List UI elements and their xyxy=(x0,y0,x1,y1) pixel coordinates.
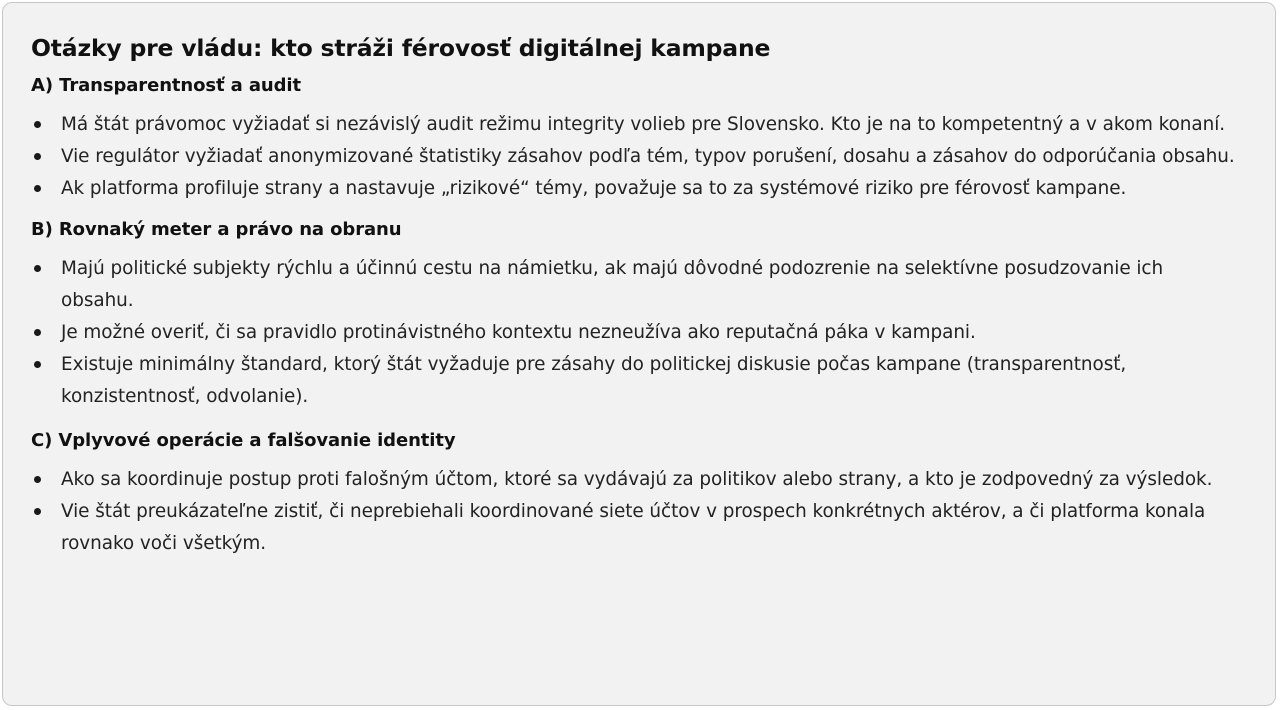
list-item-text: Vie štát preukázateľne zistiť, či neprebiehali koordinované siete účtov v prospech konkrétnych aktérov, a či platforma konala rovnako voči všetkým. xyxy=(61,501,1206,554)
bullet-icon xyxy=(34,508,41,515)
bullet-icon xyxy=(34,265,41,272)
section-heading: A) Transparentnosť a audit xyxy=(31,75,302,96)
list-item xyxy=(31,173,1235,205)
questions-card xyxy=(2,2,1276,706)
list-item xyxy=(31,317,1235,349)
section-influence-operations xyxy=(31,427,1235,560)
bullet-list xyxy=(31,109,1235,205)
bullet-icon xyxy=(34,361,41,368)
list-item xyxy=(31,253,1235,317)
page-title: Otázky pre vládu: kto stráži férovosť digitálnej kampane xyxy=(31,34,771,62)
bullet-list xyxy=(31,253,1235,413)
list-item-text: Ak platforma profiluje strany a nastavuje „rizikové“ témy, považuje sa to za systémové riziko pre férovosť kampane. xyxy=(61,178,1127,199)
bullet-icon xyxy=(34,121,41,128)
list-item xyxy=(31,109,1235,141)
bullet-list xyxy=(31,464,1235,560)
list-item xyxy=(31,464,1235,496)
section-heading: C) Vplyvové operácie a falšovanie identity xyxy=(31,430,456,451)
section-transparency-audit xyxy=(31,72,1235,205)
bullet-icon xyxy=(34,185,41,192)
list-item-text: Majú politické subjekty rýchlu a účinnú cestu na námietku, ak majú dôvodné podozrenie na selektívne posudzovanie ich obsahu. xyxy=(61,258,1164,311)
bullet-icon xyxy=(34,153,41,160)
list-item-text: Vie regulátor vyžiadať anonymizované štatistiky zásahov podľa tém, typov porušení, dosahu a zásahov do odporúčania obsahu. xyxy=(61,146,1235,167)
list-item xyxy=(31,349,1235,413)
section-heading: B) Rovnaký meter a právo na obranu xyxy=(31,219,402,240)
list-item xyxy=(31,496,1235,560)
bullet-icon xyxy=(34,476,41,483)
section-equal-standard xyxy=(31,216,1235,413)
list-item-text: Ako sa koordinuje postup proti falošným účtom, ktoré sa vydávajú za politikov alebo strany, a kto je zodpovedný za výsledok. xyxy=(61,469,1213,490)
list-item-text: Existuje minimálny štandard, ktorý štát vyžaduje pre zásahy do politickej diskusie počas kampane (transparentnosť, konzistentnosť, odvolanie). xyxy=(61,354,1127,407)
list-item xyxy=(31,141,1235,173)
list-item-text: Má štát právomoc vyžiadať si nezávislý audit režimu integrity volieb pre Slovensko. Kto je na to kompetentný a v akom konaní. xyxy=(61,114,1226,135)
list-item-text: Je možné overiť, či sa pravidlo protinávistného kontextu nezneužíva ako reputačná páka v kampani. xyxy=(61,322,976,343)
bullet-icon xyxy=(34,329,41,336)
